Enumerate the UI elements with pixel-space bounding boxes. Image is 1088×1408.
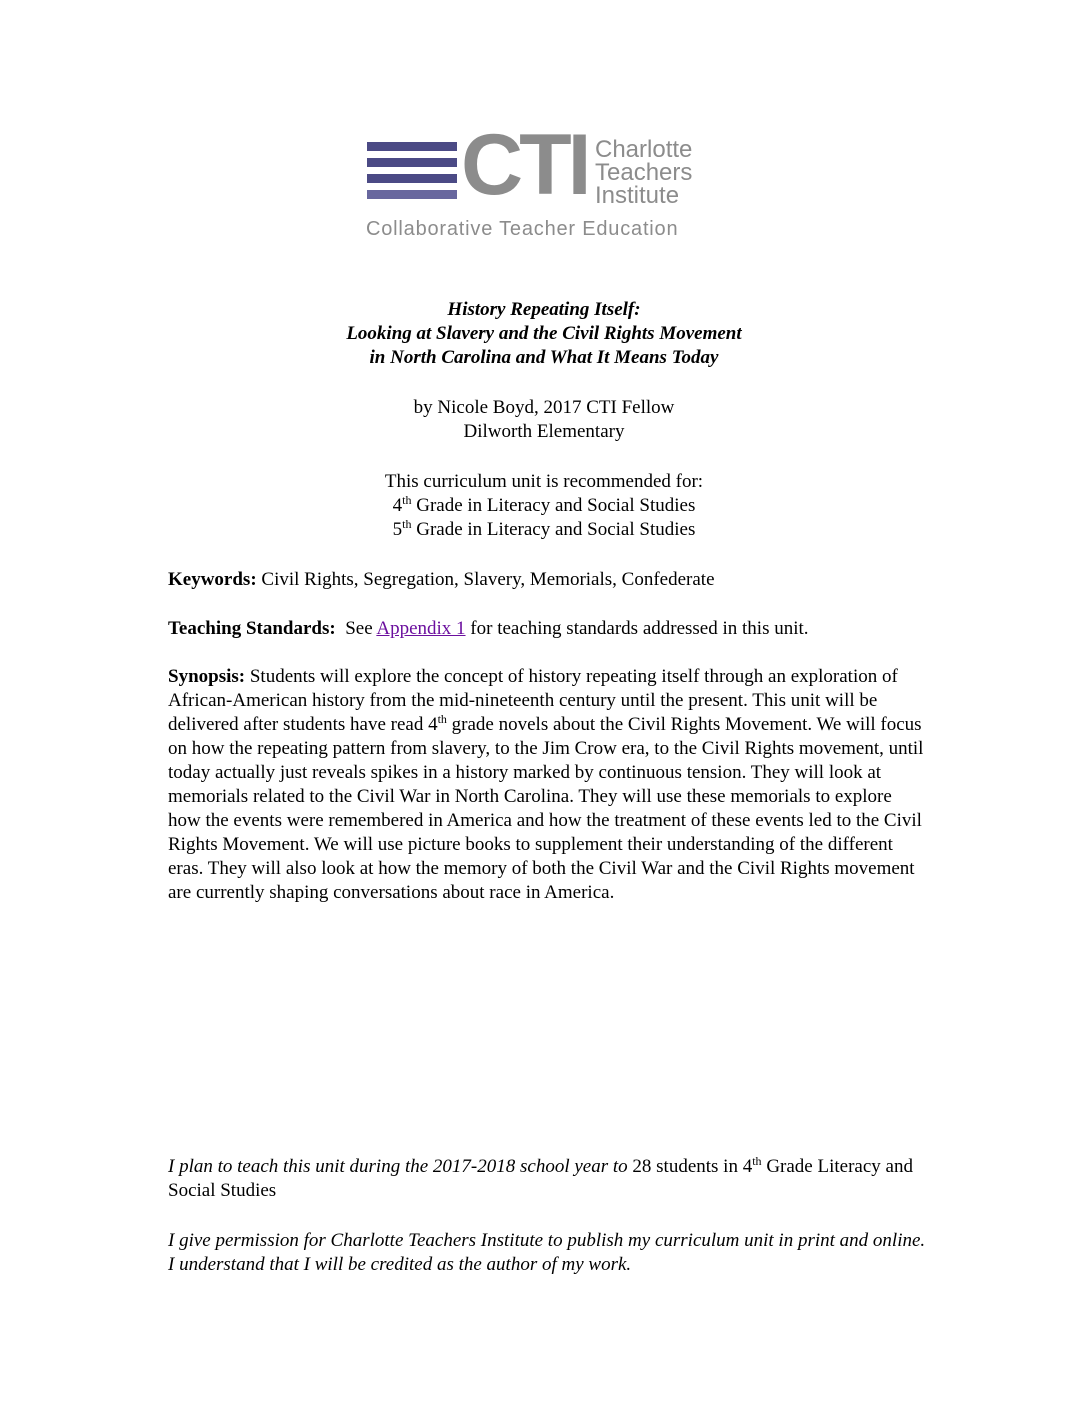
recommendation-block	[0, 470, 1088, 542]
synopsis-label: Synopsis:	[168, 666, 246, 687]
grade-number: 5	[392, 519, 403, 540]
title-line: Looking at Slavery and the Civil Rights Movement	[346, 323, 742, 344]
synopsis-text: Students will explore the concept of history repeating itself through an exploration of African-American history from the mid-nineteenth century until the present. This unit will be delivered after students have read 4	[168, 666, 898, 735]
grade-line	[0, 494, 1088, 518]
logo-mark: CTI	[461, 117, 588, 213]
grade-text: Grade in Literacy and Social Studies	[411, 495, 696, 516]
logo-name	[595, 138, 692, 207]
logo-name-line: Teachers	[595, 159, 693, 186]
plan-text: Grade Literacy and Social Studies	[168, 1156, 913, 1201]
keywords-text: Civil Rights, Segregation, Slavery, Memorials, Confederate	[256, 569, 715, 590]
ordinal-suffix: th	[402, 517, 412, 531]
permission-statement: I give permission for Charlotte Teachers Institute to publish my curriculum unit in print and online. I understand that I will be credited as the author of my work.	[168, 1230, 926, 1275]
grade-number: 4	[392, 495, 403, 516]
cti-logo	[364, 117, 724, 242]
appendix-link[interactable]: Appendix 1	[376, 618, 466, 639]
author-school: Dilworth Elementary	[463, 421, 625, 442]
logo-name-line: Charlotte	[595, 136, 693, 163]
logo-stripe	[367, 142, 457, 151]
document-title	[0, 298, 1088, 370]
plan-text: 28 students in 4	[627, 1156, 753, 1177]
standards-pre: See	[335, 618, 377, 639]
logo-tagline: Collaborative Teacher Education	[366, 218, 679, 240]
author-byline: by Nicole Boyd, 2017 CTI Fellow	[413, 397, 675, 418]
plan-statement	[168, 1155, 928, 1203]
title-line: in North Carolina and What It Means Today	[369, 347, 719, 368]
ordinal-suffix: th	[402, 493, 412, 507]
ordinal-suffix: th	[437, 712, 447, 726]
logo-stripe	[367, 158, 457, 167]
plan-italic: I plan to teach this unit during the 2017-2018 school year to	[168, 1156, 628, 1177]
standards-label: Teaching Standards:	[168, 618, 336, 639]
ordinal-suffix: th	[752, 1154, 762, 1168]
grade-line	[0, 518, 1088, 542]
logo-name-line: Institute	[595, 182, 680, 209]
keywords-section	[168, 568, 928, 592]
synopsis-section	[168, 665, 928, 905]
grade-text: Grade in Literacy and Social Studies	[411, 519, 696, 540]
standards-post: for teaching standards addressed in this unit.	[465, 618, 809, 639]
title-line: History Repeating Itself:	[447, 299, 641, 320]
recommendation-intro: This curriculum unit is recommended for:	[384, 471, 704, 492]
logo-stripe	[367, 190, 457, 199]
standards-section	[168, 617, 928, 641]
keywords-label: Keywords:	[168, 569, 257, 590]
synopsis-text: grade novels about the Civil Rights Movement. We will focus on how the repeating pattern from slavery, to the Jim Crow era, to the Civil Rights movement, until today actually just reveals spikes in a history marked by continuous tension. They will look at memorials related to the Civil War in North Carolina. They will use these memorials to explore how the events were remembered in America and how the treatment of these events led to the Civil Rights Movement. We will use picture books to supplement their understanding of the different eras. They will also look at how the memory of both the Civil War and the Civil Rights movement are currently shaping conversations about race in America.	[168, 714, 924, 903]
logo-stripe	[367, 174, 457, 183]
author-block	[0, 396, 1088, 444]
